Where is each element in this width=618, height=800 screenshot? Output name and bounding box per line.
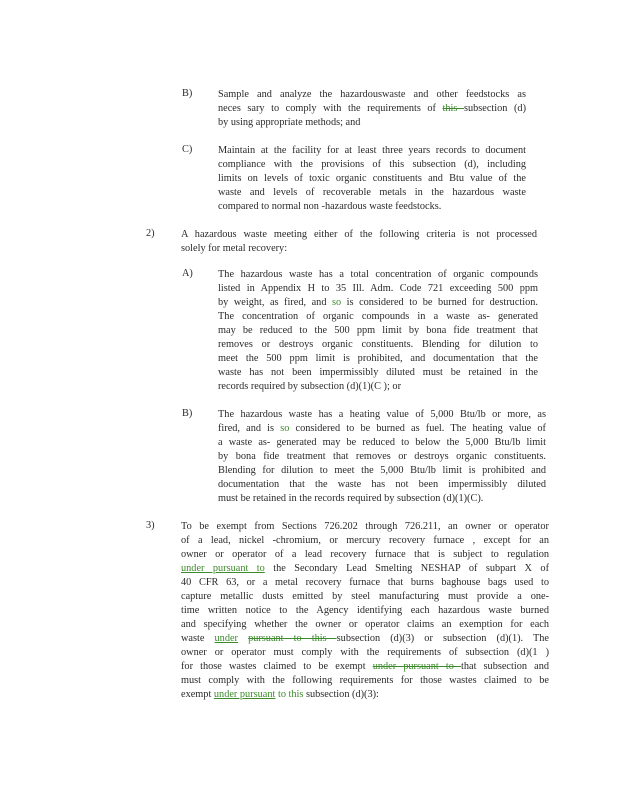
text-line: by using appropriate methods; and: [218, 117, 361, 128]
item-marker-b2: B): [182, 408, 193, 419]
text-line: may be reduced to the 500 ppm limit by bona fide treatment that: [218, 325, 538, 336]
item-a2-text: [218, 268, 538, 394]
text-line: under pursuant to the Secondary Lead Smelting NESHAP of subpart X of: [181, 563, 549, 574]
text-line: waste has not been impermissibly diluted must be retained in the: [218, 367, 538, 378]
item-marker-3: 3): [146, 520, 155, 531]
text-line: of a lead, nickel -chromium, or mercury recovery furnace , except for an: [181, 535, 549, 546]
item-3-text: [181, 520, 549, 702]
text-line: compliance with the provisions of this subsection (d), including: [218, 159, 526, 170]
text-line: A hazardous waste meeting either of the following criteria is not processed: [181, 229, 537, 240]
text-line: limits on levels of toxic organic constituents and Btu value of the: [218, 173, 526, 184]
item-marker-b1: B): [182, 88, 193, 99]
text-line: must comply with the following requirements for those wastes claimed to be: [181, 675, 549, 686]
text-line: capture metallic dusts emitted by steel manufacturing must provide a one-: [181, 591, 549, 602]
text-line: and specifying whether the owner or operator claims an exemption for each: [181, 619, 549, 630]
item-2-text: [181, 228, 537, 256]
text-line: removes or destroys organic constituents. Blending for dilution to: [218, 339, 538, 350]
text-line: a waste as- generated may be reduced to below the 5,000 Btu/lb limit: [218, 437, 546, 448]
text-line: waste and levels of recoverable metals in the hazardous waste: [218, 187, 526, 198]
text-line: solely for metal recovery:: [181, 243, 288, 254]
text-line: time written notice to the Agency identifying each hazardous waste burned: [181, 605, 549, 616]
text-line: The hazardous waste has a total concentration of organic compounds: [218, 269, 538, 280]
text-line: by bona fide treatment that removes or destroys organic constituents.: [218, 451, 546, 462]
text-line: Sample and analyze the hazardouswaste and other feedstocks as: [218, 89, 526, 100]
item-b1-text: [218, 88, 526, 130]
text-line: waste under pursuant to this subsection (d)(3) or subsection (d)(1). The: [181, 633, 550, 644]
item-b2-text: [218, 408, 546, 506]
text-line: must be retained in the records required by subsection (d)(1)(C).: [218, 493, 484, 504]
text-line: 40 CFR 63, or a metal recovery furnace that burns baghouse bags used to: [181, 577, 549, 588]
text-line: fired, and is so considered to be burned as fuel. The heating value of: [218, 423, 546, 434]
text-line: for those wastes claimed to be exempt under pursuant to that subsection and: [181, 661, 550, 672]
text-line: Maintain at the facility for at least three years records to document: [218, 145, 526, 156]
text-line: The concentration of organic compounds in a waste as- generated: [218, 311, 538, 322]
text-line: neces sary to comply with the requirements of this subsection (d): [218, 103, 526, 114]
text-line: listed in Appendix H to 35 Ill. Adm. Code 721 exceeding 500 ppm: [218, 283, 538, 294]
text-line: meet the 500 ppm limit is prohibited, and documentation that the: [218, 353, 538, 364]
text-line: records required by subsection (d)(1)(C ); or: [218, 381, 401, 392]
text-line: compared to normal non -hazardous waste feedstocks.: [218, 201, 442, 212]
item-marker-c1: C): [182, 144, 193, 155]
item-c1-text: [218, 144, 526, 214]
text-line: owner or operator of a lead recovery furnace that is subject to regulation: [181, 549, 549, 560]
text-line: exempt under pursuant to this subsection (d)(3):: [181, 689, 379, 700]
text-line: owner or operator must comply with the requirements of subsection (d)(1 ): [181, 647, 549, 658]
text-line: Blending for dilution to meet the 5,000 Btu/lb limit is prohibited and: [218, 465, 546, 476]
text-line: To be exempt from Sections 726.202 through 726.211, an owner or operator: [181, 521, 549, 532]
text-line: The hazardous waste has a heating value of 5,000 Btu/lb or more, as: [218, 409, 546, 420]
item-marker-a2: A): [182, 268, 193, 279]
text-line: by weight, as fired, and so is considered to be burned for destruction.: [218, 297, 538, 308]
text-line: documentation that the waste has not been impermissibly diluted: [218, 479, 546, 490]
item-marker-2: 2): [146, 228, 155, 239]
